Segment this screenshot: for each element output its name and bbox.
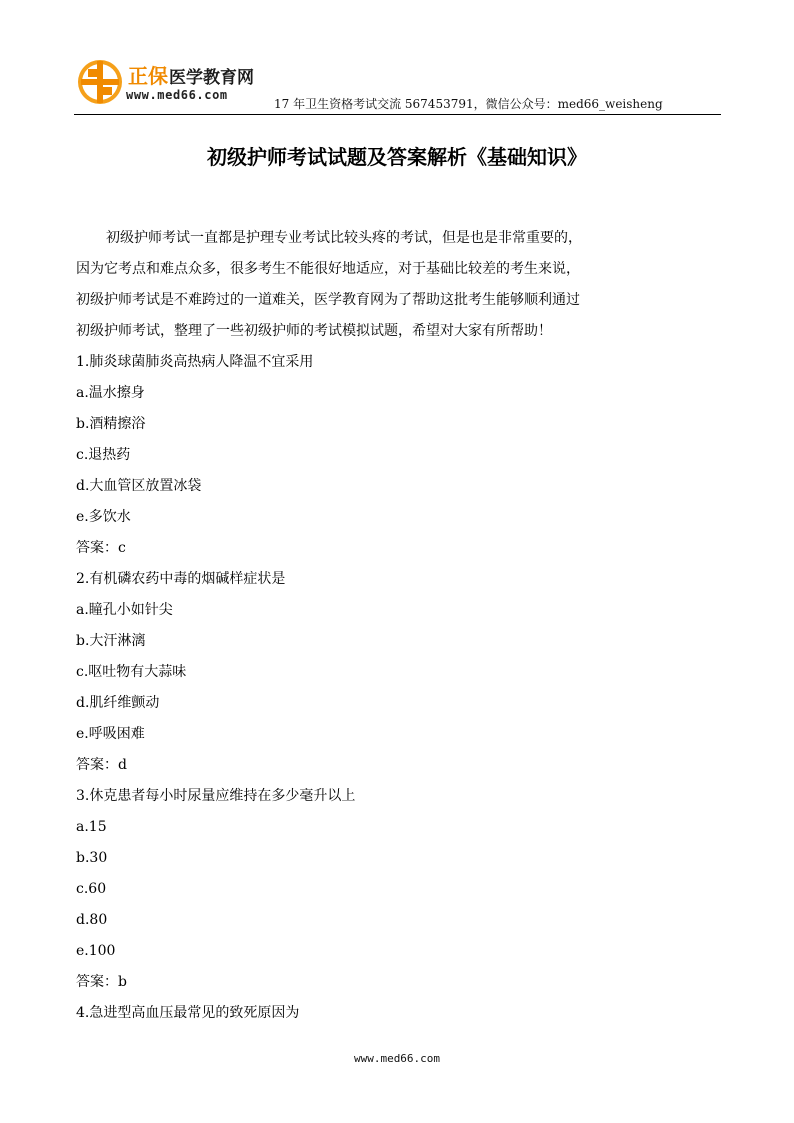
brand-name xyxy=(128,60,254,86)
question-option: c.退热药 xyxy=(76,447,131,463)
intro-line: 初级护师考试，整理了一些初级护师的考试模拟试题，希望对大家有所帮助！ xyxy=(76,323,552,339)
header-contact-text: 17 年卫生资格考试交流 567453791，微信公众号：med66_weisheng xyxy=(274,97,663,111)
question-stem: 1.肺炎球菌肺炎高热病人降温不宜采用 xyxy=(76,354,314,370)
question-stem: 2.有机磷农药中毒的烟碱样症状是 xyxy=(76,571,286,587)
intro-line: 初级护师考试是不难跨过的一道难关，医学教育网为了帮助这批考生能够顺利通过 xyxy=(76,292,580,308)
intro-line: 初级护师考试一直都是护理专业考试比较头疼的考试，但是也是非常重要的， xyxy=(106,230,582,246)
brand-logo[interactable] xyxy=(74,52,274,112)
question-option: c.呕吐物有大蒜味 xyxy=(76,664,187,680)
question-option: c.60 xyxy=(76,881,107,897)
question-option: d.大血管区放置冰袋 xyxy=(76,478,202,494)
question-stem: 3.休克患者每小时尿量应维持在多少毫升以上 xyxy=(76,788,356,804)
document-title: 初级护师考试试题及答案解析《基础知识》 xyxy=(207,145,587,169)
question-stem: 4.急进型高血压最常见的致死原因为 xyxy=(76,1005,300,1021)
question-option: b.30 xyxy=(76,850,108,866)
intro-line: 因为它考点和难点众多，很多考生不能很好地适应，对于基础比较差的考生来说， xyxy=(76,261,580,277)
question-option: d.80 xyxy=(76,912,108,928)
question-answer: 答案：c xyxy=(76,540,126,556)
question-option: a.15 xyxy=(76,819,107,835)
question-option: a.瞳孔小如针尖 xyxy=(76,602,173,618)
page-footer-url[interactable]: www.med66.com xyxy=(353,1052,441,1065)
page-header xyxy=(74,52,721,115)
question-option: e.多饮水 xyxy=(76,509,131,525)
question-answer: 答案：b xyxy=(76,974,127,990)
brand-url[interactable]: www.med66.com xyxy=(126,88,228,102)
brand-name-rest: 医学教育网 xyxy=(169,68,254,88)
question-option: d.肌纤维颤动 xyxy=(76,695,160,711)
document-body xyxy=(76,226,676,1032)
question-answer: 答案：d xyxy=(76,757,127,773)
question-option: a.温水擦身 xyxy=(76,385,145,401)
question-option: b.大汗淋漓 xyxy=(76,633,146,649)
question-option: e.100 xyxy=(76,943,116,959)
brand-name-accent: 正保 xyxy=(128,64,168,88)
question-option: b.酒精擦浴 xyxy=(76,416,146,432)
question-option: e.呼吸困难 xyxy=(76,726,145,742)
med66-logo-icon xyxy=(76,56,124,108)
